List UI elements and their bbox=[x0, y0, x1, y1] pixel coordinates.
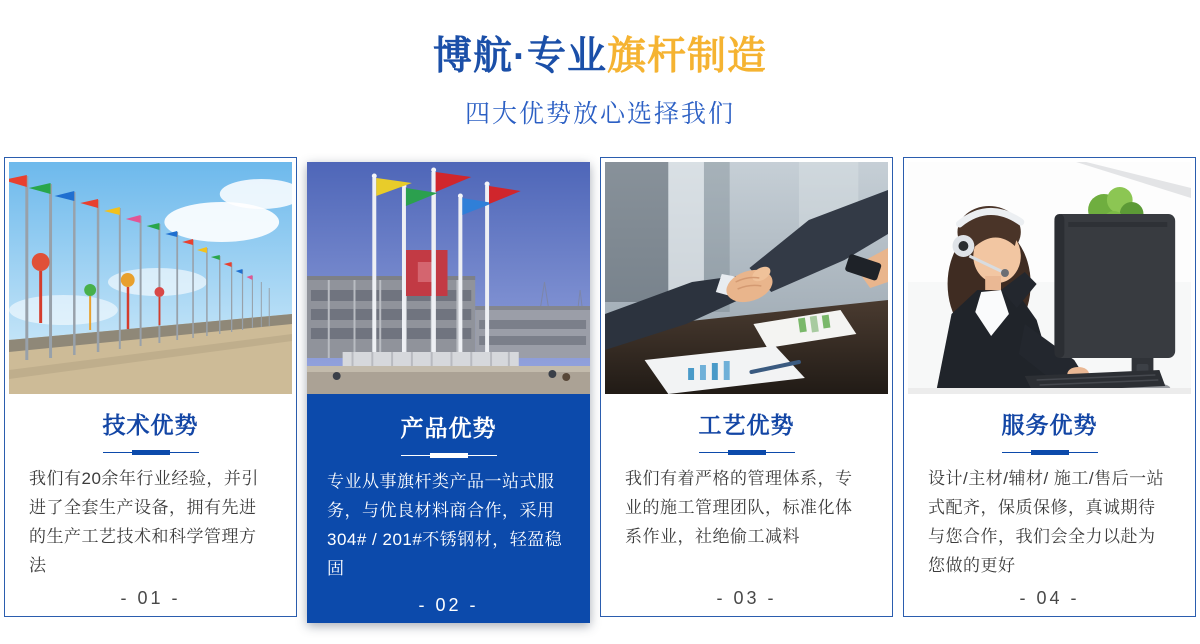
card-index: - 01 - bbox=[120, 587, 181, 608]
card-craft-advantage[interactable] bbox=[600, 157, 893, 617]
card-product-advantage[interactable] bbox=[307, 162, 590, 623]
card-body bbox=[307, 394, 590, 623]
card-description: 我们有20余年行业经验，并引进了全套生产设备，拥有先进的生产工艺技术和科学管理方法 bbox=[29, 468, 259, 575]
title-divider bbox=[103, 450, 199, 455]
page-subtitle: 四大优势放心选择我们 bbox=[464, 99, 735, 128]
card-description: 专业从事旗杆类产品一站式服务，与优良材料商合作，采用304# / 201#不锈钢材，轻盈稳固 bbox=[327, 471, 563, 578]
customer-service-photo bbox=[908, 162, 1191, 394]
title-divider bbox=[401, 453, 497, 458]
card-title: 技术优势 bbox=[102, 411, 199, 438]
factory-flagpoles-photo bbox=[307, 162, 590, 394]
title-divider bbox=[1002, 450, 1098, 455]
page-title-primary: 博航·专业 bbox=[432, 35, 607, 78]
business-handshake-photo bbox=[605, 162, 888, 394]
card-service-advantage[interactable] bbox=[903, 157, 1196, 617]
card-title: 服务优势 bbox=[1001, 411, 1098, 438]
page-title-accent: 旗杆制造 bbox=[606, 35, 767, 78]
card-index: - 03 - bbox=[716, 587, 777, 608]
card-description: 设计/主材/辅材/ 施工/售后一站式配齐，保质保修，真诚期待与您合作，我们会全力以赴为您做的更好 bbox=[928, 468, 1165, 575]
card-index: - 04 - bbox=[1019, 587, 1080, 608]
card-title: 工艺优势 bbox=[698, 411, 795, 438]
flagpoles-plaza-photo bbox=[9, 162, 292, 394]
advantage-cards-row bbox=[0, 157, 1200, 623]
card-index: - 02 - bbox=[418, 594, 479, 615]
card-body bbox=[605, 394, 888, 616]
card-title: 产品优势 bbox=[400, 414, 497, 441]
section-header bbox=[0, 0, 1200, 130]
card-body bbox=[908, 394, 1191, 616]
card-technology-advantage[interactable] bbox=[4, 157, 297, 617]
card-description: 我们有着严格的管理体系，专业的施工管理团队，标准化体系作业，社绝偷工减料 bbox=[625, 468, 853, 546]
card-body bbox=[9, 394, 292, 616]
page-title bbox=[0, 36, 1200, 79]
title-divider bbox=[699, 450, 795, 455]
